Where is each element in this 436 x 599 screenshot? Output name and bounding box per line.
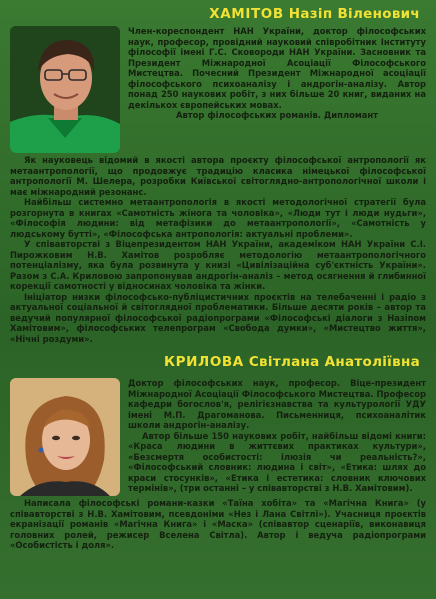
bio-paragraph: Ініціатор низки філософсько-публіцистичних проєктів на телебаченні і радіо з актуальної соціальної й світоглядної проблематики. Більше десяти років – автор та ведучий популярної філософської радіопрограми «Філософські діалоги з Назіпом Хамітовим», філософських телепрограм «Свобода думки», «Мистецтво життя», «Нічні роздуми».: [10, 291, 426, 344]
bio-paragraph: Член-кореспондент НАН України, доктор філософських наук, професор, провідний науковий співробітник Інституту філософії імені Г.С. Сковороди НАН України. Засновник та Президент Міжнародної Асоціації Філософського Мистецтва. Почесний Президент Міжнародної асоціації філософського психоаналізу і андрогін-аналізу. Автор понад 250 наукових робіт, з них більше 20 книг, виданих на декількох європейських мовах.: [128, 26, 426, 110]
bio-paragraph: Написала філософські романи-казки «Таїна хобіта» та «Магічна Книга» (у співавторстві з Н.В. Хамітовим, псевдоніми «Нез і Лана Світлі»). Учасниця проєктів екранізації романів «Магічна Книга» і «Маска» (співавтор сценаріїв, виконавиця головних ролей, режисер Вселена Світла). Автор і ведуча радіопрограми «Особистість і доля».: [10, 498, 426, 550]
bio-paragraph: Найбільш системно метаантропологія в якості методологічної стратегії була розгорнута в книгах «Самотність жінога та чоловіка», «Люди тут і люди нудьги», «Філософія людини: від метафізики до метаантропології», «Самотність у людському бутті», «Філософська антропологія: актуальні проблеми».: [10, 197, 426, 239]
given-names: Світлана Анатоліївна: [248, 354, 420, 370]
bio-paragraph: Доктор філософських наук, професор. Віце-президент Міжнародної Асоціації Філософського Мистецтва. Професор кафедри богослов'я, релігієзнавства та культурології УДУ імені М.П. Драгоманова. Письменниця, психоаналітик школи андрогін-аналізу.: [128, 378, 426, 430]
portrait-man-photo: [10, 26, 120, 153]
surname: ХАМІТОВ: [209, 6, 284, 22]
author-section-khamitov: [10, 6, 426, 344]
author-name-khamitov: [10, 6, 420, 22]
surname: КРИЛОВА: [163, 354, 244, 370]
author-name-krylova: [10, 354, 420, 370]
author-section-krylova: [10, 354, 426, 551]
bio-paragraph: Як науковець відомий в якості автора проєкту філософської антропології як метаантропології, що продовжує традицію класика німецької філософської антропології М. Шелера, розробки Київської світоглядно-антропологічної школи і має міжнародний резонанс.: [10, 155, 426, 197]
bio-paragraph: Автор більше 150 наукових робіт, найбільш відомі книги: «Краса людини в життєвих практиках культури», «Безсмертя особистості: ілюзія чи реальність?», «Філософський словник: людина і світ», «Етика: шлях до краси стосунків», «Етика і естетика: словник ключових термінів», (три останні – у співавторстві з Н.В. Хамітовим).: [128, 430, 426, 493]
given-names: Назіп Віленович: [288, 6, 420, 22]
bio-paragraph: Автор філософських романів. Дипломант: [176, 110, 378, 120]
portrait-woman-photo: [10, 378, 120, 496]
bio-paragraph: У співавторстві з Віцепрезидентом НАН України, академіком НАН України С.І. Пирожковим Н.В. Хамітов розробляє методологію метаантропологічного потенціалізму, яка була розвинута у книзі «Цивілізаційна суб'єктність України». Разом з С.А. Криловою запропонував андрогін-аналіз – метод осягнення й глибинної корекції самотності у відносинах чоловіка та жінки.: [10, 239, 426, 291]
